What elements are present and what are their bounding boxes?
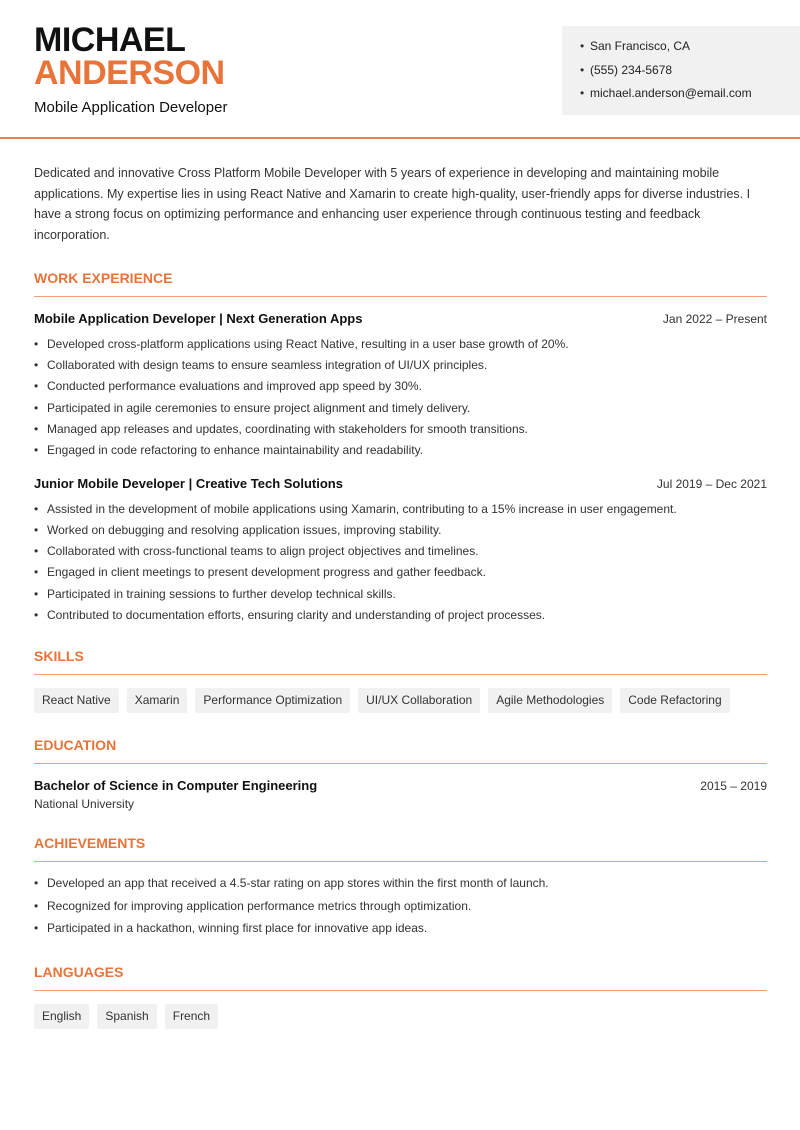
section-title-skills: SKILLS xyxy=(34,648,767,675)
languages-section xyxy=(34,964,767,1029)
contact-email: • michael.anderson@email.com xyxy=(580,85,800,109)
job-bullet: • Engaged in code refactoring to enhance maintainability and readability. xyxy=(34,440,767,461)
achievement-item: • Developed an app that received a 4.5-star rating on app stores within the first month of launch. xyxy=(34,872,767,895)
first-name: MICHAEL xyxy=(34,21,186,59)
work-experience-section xyxy=(34,270,767,627)
job-bullet: • Collaborated with cross-functional teams to align project objectives and timelines. xyxy=(34,541,767,562)
job-title: Junior Mobile Developer | Creative Tech Solutions xyxy=(34,475,343,491)
school: National University xyxy=(34,797,135,812)
language-tag: Spanish xyxy=(97,1004,156,1029)
job-bullet: • Participated in training sessions to further develop technical skills. xyxy=(34,584,767,605)
achievement-item: • Recognized for improving application performance metrics through optimization. xyxy=(34,895,767,918)
section-title-education: EDUCATION xyxy=(34,737,767,764)
resume-header xyxy=(0,0,800,139)
job-bullet: • Conducted performance evaluations and improved app speed by 30%. xyxy=(34,376,767,397)
language-tag: English xyxy=(34,1004,89,1029)
contact-location: • San Francisco, CA xyxy=(580,38,800,62)
skill-tag: UI/UX Collaboration xyxy=(358,688,480,713)
skill-tag: Code Refactoring xyxy=(620,688,729,713)
job-date: Jul 2019 – Dec 2021 xyxy=(656,476,767,491)
job-bullet: • Participated in agile ceremonies to ensure project alignment and timely delivery. xyxy=(34,398,767,419)
skill-tag: React Native xyxy=(34,688,119,713)
summary-paragraph: Dedicated and innovative Cross Platform Mobile Developer with 5 years of experience in developing and maintaining mobile applications. My expertise lies in using React Native and Xamarin to create high-quality, user-friendly apps for diverse industries. I have a strong focus on optimizing performance and enhancing user experience through continuous testing and feedback incorporation. xyxy=(34,166,751,243)
job-bullet: • Developed cross-platform applications using React Native, resulting in a user base growth of 20%. xyxy=(34,334,767,355)
degree: Bachelor of Science in Computer Engineering xyxy=(34,778,318,794)
achievement-item: • Participated in a hackathon, winning first place for innovative app ideas. xyxy=(34,917,767,940)
resume-body xyxy=(34,163,767,1029)
job-title: Mobile Application Developer | Next Generation Apps xyxy=(34,310,363,326)
job-bullet: • Worked on debugging and resolving application issues, improving stability. xyxy=(34,520,767,541)
job-bullet: • Assisted in the development of mobile applications using Xamarin, contributing to a 15% increase in user engagement. xyxy=(34,499,767,520)
contact-phone: • (555) 234-5678 xyxy=(580,62,800,86)
achievements-section xyxy=(34,835,767,940)
skill-tag: Agile Methodologies xyxy=(488,688,612,713)
education-date: 2015 – 2019 xyxy=(700,779,767,794)
job-bullet: • Engaged in client meetings to present development progress and gather feedback. xyxy=(34,562,767,583)
job-bullet: • Collaborated with design teams to ensure seamless integration of UI/UX principles. xyxy=(34,355,767,376)
section-title-work: WORK EXPERIENCE xyxy=(34,270,767,297)
job-entry xyxy=(34,311,767,462)
job-date: Jan 2022 – Present xyxy=(662,311,767,326)
candidate-name xyxy=(34,21,225,92)
skills-section xyxy=(34,648,767,713)
skill-tag: Performance Optimization xyxy=(195,688,350,713)
job-bullet: • Managed app releases and updates, coordinating with stakeholders for smooth transitions. xyxy=(34,419,767,440)
last-name: ANDERSON xyxy=(34,54,225,92)
job-entry xyxy=(34,476,767,627)
language-tag: French xyxy=(165,1004,218,1029)
section-title-achievements: ACHIEVEMENTS xyxy=(34,835,767,862)
education-section xyxy=(34,737,767,811)
section-title-languages: LANGUAGES xyxy=(34,964,767,991)
job-title-headline: Mobile Application Developer xyxy=(34,99,228,116)
contact-box xyxy=(562,26,800,115)
job-bullet: • Contributed to documentation efforts, ensuring clarity and understanding of project processes. xyxy=(34,605,767,626)
skill-tag: Xamarin xyxy=(127,688,188,713)
